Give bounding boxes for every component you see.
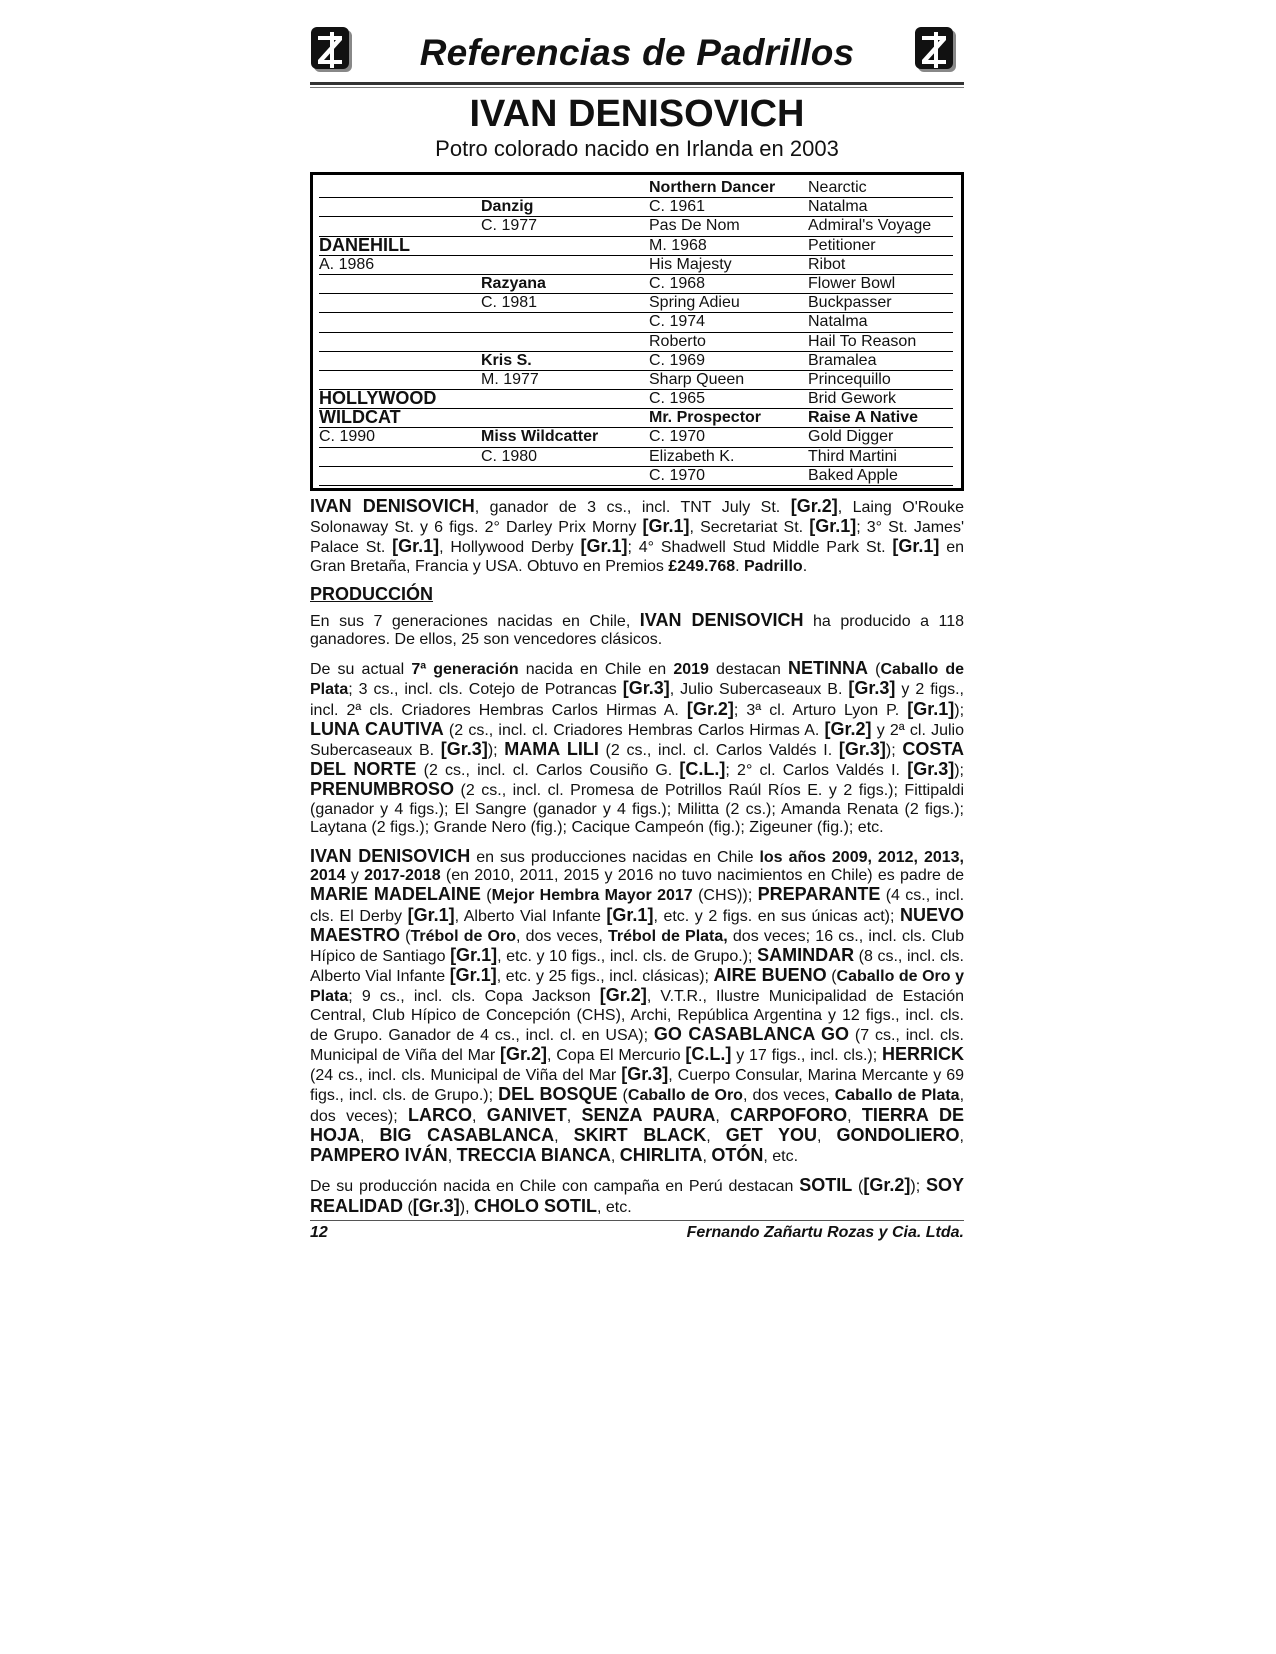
- section-title: PRODUCCIÓN: [310, 583, 434, 604]
- pedigree-cell: [481, 237, 649, 256]
- text-run: , etc. y 2 figs. en sus únicas act);: [653, 907, 900, 925]
- bold-text: Caballo de Plata: [834, 1087, 960, 1105]
- pedigree-cell: M. 1968: [649, 237, 808, 256]
- horse-name-mention: IVAN DENISOVICH: [310, 496, 475, 516]
- grade-label: [Gr.3]: [622, 678, 670, 699]
- grade-label: [Gr.3]: [440, 739, 488, 760]
- pedigree-cell: Elizabeth K.: [649, 448, 808, 467]
- grade-label: [Gr.1]: [809, 516, 857, 537]
- text-run: , etc. y 10 figs., incl. cls. de Grupo.);: [497, 948, 758, 966]
- horse-name-mention: GANIVET: [486, 1104, 567, 1125]
- text-run: , Secretariat St.: [689, 519, 810, 537]
- pedigree-table: [310, 172, 964, 491]
- bold-text: Caballo de Plata: [310, 661, 965, 699]
- text-run: );: [954, 762, 964, 780]
- grade-label: [Gr.1]: [606, 904, 654, 925]
- pedigree-cell: [481, 409, 649, 428]
- pedigree-cell: Mr. Prospector: [649, 409, 808, 428]
- text-run: );: [487, 742, 505, 760]
- pedigree-row: [319, 352, 953, 371]
- pedigree-cell: C. 1965: [649, 390, 808, 409]
- pedigree-row: [319, 256, 953, 275]
- pedigree-cell: Admiral's Voyage: [808, 217, 953, 236]
- text-run: (: [403, 1198, 413, 1216]
- text-run: en sus producciones nacidas en Chile: [470, 849, 760, 867]
- text-run: , Julio Subercaseaux B.: [669, 681, 849, 699]
- text-run: (2 cs., incl. cl. Promesa de Potrillos Raúl Ríos E. y 2 figs.); Fittipaldi (ganador y 4 figs.); El Sangre (ganador y 4 figs.); Militta (2 cs.); Amanda Renata (2 figs.); Laytana (2 figs.); Grande Nero (fig.); Cacique Campeón (fig.); Zigeuner (fig.); etc.: [310, 782, 964, 836]
- pedigree-cell: [481, 333, 649, 352]
- horse-name-mention: LUNA CAUTIVA: [310, 718, 444, 739]
- grade-label: [Gr.1]: [449, 965, 497, 986]
- pedigree-cell: C. 1974: [649, 313, 808, 332]
- pedigree-cell: [481, 390, 649, 409]
- horse-name-mention: CARPOFORO: [730, 1104, 848, 1125]
- horse-name-mention: CHIRLITA: [619, 1145, 703, 1166]
- pedigree-row: [319, 198, 953, 217]
- pedigree-row: [319, 409, 953, 428]
- pedigree-cell: [319, 333, 481, 352]
- pedigree-cell: [319, 294, 481, 313]
- text-run: , Cuerpo Consular, Marina Mercante y 69 figs., incl. cls. de Grupo.);: [310, 1067, 964, 1105]
- pedigree-row: [319, 390, 953, 409]
- pedigree-cell: Brid Gework: [808, 390, 953, 409]
- header-rule: [310, 82, 964, 85]
- grade-label: [Gr.2]: [686, 698, 734, 719]
- text-run: ,: [610, 1148, 620, 1166]
- text-run: dos veces; 16 cs., incl. cls. Club Hípico de Santiago: [310, 927, 965, 966]
- pedigree-cell: Third Martini: [808, 448, 953, 467]
- pedigree-cell: Danzig: [481, 198, 649, 217]
- pedigree-cell: C. 1970: [649, 428, 808, 447]
- text-run: ; 4° Shadwell Stud Middle Park St.: [627, 539, 893, 557]
- race-record-paragraph: [310, 497, 964, 576]
- horse-name-mention: SOTIL: [799, 1175, 853, 1196]
- grade-label: [Gr.2]: [790, 496, 838, 516]
- text-run: , Alberto Vial Infante: [454, 907, 607, 925]
- pedigree-cell: Princequillo: [808, 371, 953, 390]
- text-run: , dos veces);: [310, 1087, 965, 1125]
- pedigree-cell: Roberto: [649, 333, 808, 352]
- production-paragraph: [310, 659, 964, 837]
- grade-label: [Gr.1]: [892, 536, 940, 557]
- horse-name-mention: HERRICK: [882, 1044, 965, 1065]
- text-run: , dos veces,: [516, 927, 609, 945]
- pedigree-row: [319, 428, 953, 447]
- grade-label: [Gr.3]: [412, 1195, 460, 1216]
- pedigree-cell: [319, 352, 481, 371]
- text-run: (: [400, 927, 411, 945]
- text-run: ; 2° cl. Carlos Valdés I.: [725, 762, 908, 780]
- pedigree-cell: WILDCAT: [319, 409, 481, 428]
- pedigree-cell: [319, 275, 481, 294]
- pedigree-cell: [319, 198, 481, 217]
- pedigree-cell: Baked Apple: [808, 467, 953, 486]
- grade-label: [Gr.3]: [848, 678, 896, 699]
- production-paragraph: [310, 847, 964, 1166]
- bold-text: 2019: [673, 661, 709, 679]
- text-run: .: [735, 557, 744, 575]
- text-run: (2 cs., incl. cl. Carlos Valdés I.: [598, 742, 839, 760]
- horse-name-mention: GO CASABLANCA GO: [653, 1023, 850, 1044]
- pedigree-row: [319, 371, 953, 390]
- pedigree-cell: C. 1981: [481, 294, 649, 313]
- text-run: ,: [702, 1148, 712, 1166]
- pedigree-cell: M. 1977: [481, 371, 649, 390]
- pedigree-cell: Nearctic: [808, 179, 953, 198]
- horse-name-mention: TIERRA DE HOJA: [310, 1104, 965, 1145]
- text-run: En sus 7 generaciones nacidas en Chile,: [310, 612, 640, 630]
- publisher-name: Fernando Zañartu Rozas y Cia. Ltda.: [686, 1223, 964, 1241]
- pedigree-cell: Hail To Reason: [808, 333, 953, 352]
- horse-subtitle: Potro colorado nacido en Irlanda en 2003: [435, 136, 839, 161]
- horse-name: IVAN DENISOVICH: [469, 93, 805, 135]
- grade-label: [Gr.3]: [621, 1064, 669, 1085]
- horse-name-mention: DEL BOSQUE: [498, 1084, 618, 1105]
- bold-text: 7ª generación: [411, 661, 519, 679]
- horse-name-mention: TRECCIA BIANCA: [456, 1145, 611, 1166]
- grade-label: [C.L.]: [685, 1044, 732, 1065]
- text-run: (2 cs., incl. cl. Criadores Hembras Carlos Hirmas A.: [443, 721, 825, 739]
- horse-name-mention: SOY REALIDAD: [310, 1175, 965, 1216]
- document-page: [310, 22, 964, 1242]
- bold-text: Padrillo: [744, 557, 803, 575]
- text-run: De su actual: [310, 661, 412, 679]
- grade-label: [Gr.1]: [907, 698, 955, 719]
- text-run: );: [954, 701, 965, 719]
- text-run: y: [345, 867, 365, 885]
- pedigree-row: [319, 237, 953, 256]
- bold-text: Caballo de Oro y Plata: [310, 968, 965, 1006]
- pedigree-cell: [319, 448, 481, 467]
- pedigree-cell: Miss Wildcatter: [481, 428, 649, 447]
- text-run: ,: [715, 1107, 731, 1125]
- text-run: .: [802, 557, 808, 575]
- pedigree-row: [319, 467, 953, 486]
- horse-name-mention: PAMPERO IVÁN: [310, 1145, 448, 1166]
- production-section: [310, 611, 964, 1217]
- pedigree-cell: Gold Digger: [808, 428, 953, 447]
- text-run: ,: [706, 1127, 726, 1145]
- text-run: (7 cs., incl. cls. Municipal de Viña del Mar: [310, 1026, 965, 1065]
- pedigree-cell: [481, 256, 649, 275]
- pedigree-row: [319, 333, 953, 352]
- text-run: , Copa El Mercurio: [547, 1047, 686, 1065]
- pedigree-cell: Flower Bowl: [808, 275, 953, 294]
- zr-logo-icon: [914, 26, 958, 74]
- bold-text: Mejor Hembra Mayor 2017: [491, 887, 693, 905]
- horse-name-mention: BIG CASABLANCA: [379, 1124, 555, 1145]
- horse-name-mention: GET YOU: [725, 1124, 818, 1145]
- pedigree-cell: [319, 467, 481, 486]
- page-header: [310, 22, 964, 82]
- pedigree-cell: C. 1977: [481, 217, 649, 236]
- text-run: ,: [566, 1107, 582, 1125]
- pedigree-cell: Pas De Nom: [649, 217, 808, 236]
- horse-name-mention: CHOLO SOTIL: [474, 1195, 598, 1216]
- text-run: y 2ª cl. Julio Subercaseaux B.: [310, 721, 965, 760]
- page-footer: [310, 1224, 964, 1242]
- pedigree-cell: Buckpasser: [808, 294, 953, 313]
- text-run: y 17 figs., incl. cls.);: [731, 1047, 883, 1065]
- horse-name-mention: SENZA PAURA: [581, 1104, 716, 1125]
- pedigree-cell: A. 1986: [319, 256, 481, 275]
- text-run: ,: [554, 1127, 574, 1145]
- pedigree-cell: DANEHILL: [319, 237, 481, 256]
- text-run: (: [480, 887, 492, 905]
- text-run: ,: [471, 1107, 487, 1125]
- pedigree-cell: Raise A Native: [808, 409, 953, 428]
- pedigree-cell: His Majesty: [649, 256, 808, 275]
- text-run: ),: [459, 1198, 475, 1216]
- pedigree-cell: C. 1969: [649, 352, 808, 371]
- text-run: (8 cs., incl. cls. Alberto Vial Infante: [310, 948, 964, 986]
- header-rule-thin: [310, 87, 964, 88]
- text-run: , dos veces,: [742, 1087, 835, 1105]
- text-run: ,: [360, 1127, 380, 1145]
- text-run: ; 9 cs., incl. cls. Copa Jackson: [348, 988, 600, 1006]
- bold-text: Caballo de Oro: [627, 1087, 743, 1105]
- grade-label: [C.L.]: [679, 759, 726, 780]
- pedigree-cell: [319, 217, 481, 236]
- grade-label: [Gr.1]: [407, 904, 455, 925]
- text-run: (2 cs., incl. cl. Carlos Cousiño G.: [416, 762, 680, 780]
- grade-label: [Gr.2]: [824, 718, 872, 739]
- text-run: , Hollywood Derby: [439, 539, 581, 557]
- bold-text: 2017-2018: [364, 867, 441, 885]
- text-run: en Gran Bretaña, Francia y USA. Obtuvo en Premios: [310, 539, 964, 575]
- text-run: ,: [447, 1148, 457, 1166]
- bold-text: los años 2009, 2012, 2013, 2014: [310, 849, 964, 885]
- production-paragraph: [310, 611, 964, 649]
- pedigree-cell: [481, 467, 649, 486]
- horse-name-mention: COSTA DEL NORTE: [310, 739, 964, 780]
- pedigree-cell: Razyana: [481, 275, 649, 294]
- text-run: (: [826, 968, 837, 986]
- pedigree-cell: [481, 313, 649, 332]
- text-run: ,: [959, 1127, 964, 1145]
- pedigree-cell: Northern Dancer: [649, 179, 808, 198]
- grade-label: [Gr.2]: [500, 1044, 548, 1065]
- horse-name-mention: OTÓN: [711, 1145, 764, 1166]
- pedigree-cell: C. 1980: [481, 448, 649, 467]
- bold-text: £249.768: [668, 557, 736, 575]
- horse-name-mention: MARIE MADELAINE: [310, 884, 481, 905]
- text-run: ,: [847, 1107, 862, 1125]
- text-run: , Laing O'Rouke Solonaway St. y 6 figs. 2° Darley Prix Morny: [310, 499, 965, 537]
- text-run: , etc.: [597, 1198, 632, 1216]
- pedigree-cell: C. 1990: [319, 428, 481, 447]
- text-run: (4 cs., incl. cls. El Derby: [310, 887, 965, 925]
- pedigree-cell: Kris S.: [481, 352, 649, 371]
- grade-label: [Gr.3]: [907, 759, 955, 780]
- horse-name-mention: SKIRT BLACK: [573, 1124, 707, 1145]
- horse-name-mention: NUEVO MAESTRO: [310, 904, 965, 945]
- pedigree-cell: [319, 179, 481, 198]
- text-run: nacida en Chile en: [518, 661, 674, 679]
- text-run: );: [910, 1178, 926, 1196]
- grade-label: [Gr.1]: [642, 516, 690, 537]
- text-run: (en 2010, 2011, 2015 y 2016 no tuvo nacimientos en Chile) es padre de: [440, 867, 964, 885]
- pedigree-cell: Petitioner: [808, 237, 953, 256]
- horse-name-mention: LARCO: [407, 1104, 472, 1125]
- pedigree-cell: Spring Adieu: [649, 294, 808, 313]
- grade-label: [Gr.1]: [450, 945, 498, 966]
- text-run: , etc.: [763, 1148, 799, 1166]
- text-run: destacan: [708, 661, 789, 679]
- pedigree-cell: [319, 313, 481, 332]
- pedigree-cell: Sharp Queen: [649, 371, 808, 390]
- text-run: De su producción nacida en Chile con campaña en Perú destacan: [310, 1178, 800, 1196]
- text-run: ; 3ª cl. Arturo Lyon P.: [733, 701, 908, 719]
- text-run: ; 3 cs., incl. cls. Cotejo de Potrancas: [348, 681, 623, 699]
- pedigree-row: [319, 275, 953, 294]
- text-run: ha producido a 118 ganadores. De ellos, 25 son vencedores clásicos.: [310, 612, 965, 649]
- page-number: 12: [310, 1223, 328, 1241]
- horse-name-mention: MAMA LILI: [504, 739, 599, 760]
- pedigree-row: [319, 179, 953, 198]
- horse-name-mention: AIRE BUENO: [713, 965, 827, 986]
- text-run: , ganador de 3 cs., incl. TNT July St.: [474, 499, 791, 516]
- bold-text: Trébol de Plata,: [608, 927, 728, 945]
- text-run: ; 3° St. James' Palace St.: [310, 519, 964, 557]
- horse-name-mention: IVAN DENISOVICH: [639, 609, 804, 630]
- pedigree-cell: Natalma: [808, 313, 953, 332]
- text-run: , V.T.R., Ilustre Municipalidad de Estación Central, Club Hípico de Concepción (CHS), Archi, República Argentina y 12 figs., incl. cls. de Grupo. Ganador de 4 cs., incl. cl. en USA);: [310, 988, 965, 1044]
- header-title: Referencias de Padrillos: [419, 32, 855, 73]
- footer-rule: [310, 1220, 964, 1221]
- pedigree-cell: HOLLYWOOD: [319, 390, 481, 409]
- pedigree-cell: Ribot: [808, 256, 953, 275]
- pedigree-row: [319, 217, 953, 236]
- pedigree-cell: [481, 179, 649, 198]
- text-run: (: [852, 1178, 864, 1196]
- production-paragraph: [310, 1176, 964, 1216]
- text-run: (: [617, 1087, 628, 1105]
- horse-name-mention: PRENUMBROSO: [310, 779, 455, 800]
- grade-label: [Gr.2]: [599, 985, 647, 1006]
- text-run: (CHS));: [692, 887, 758, 905]
- text-run: ,: [817, 1127, 837, 1145]
- pedigree-cell: Bramalea: [808, 352, 953, 371]
- pedigree-row: [319, 294, 953, 313]
- pedigree-cell: C. 1961: [649, 198, 808, 217]
- grade-label: [Gr.1]: [392, 536, 440, 557]
- pedigree-row: [319, 448, 953, 467]
- horse-name-mention: SAMINDAR: [757, 945, 855, 966]
- text-run: y 2 figs., incl. 2ª cls. Criadores Hembras Carlos Hirmas A.: [310, 681, 964, 719]
- text-run: (: [868, 661, 881, 679]
- pedigree-cell: C. 1970: [649, 467, 808, 486]
- bold-text: Trébol de Oro: [410, 927, 516, 945]
- text-run: );: [885, 742, 903, 760]
- grade-label: [Gr.1]: [580, 536, 628, 557]
- horse-name-mention: NETINNA: [788, 658, 869, 679]
- pedigree-cell: [319, 371, 481, 390]
- grade-label: [Gr.3]: [838, 739, 886, 760]
- horse-name-mention: IVAN DENISOVICH: [310, 846, 471, 867]
- horse-name-mention: PREPARANTE: [757, 884, 881, 905]
- pedigree-row: [319, 313, 953, 332]
- text-run: (24 cs., incl. cls. Municipal de Viña del Mar: [310, 1067, 622, 1085]
- text-run: , etc. y 25 figs., incl. clásicas);: [496, 968, 714, 986]
- pedigree-cell: C. 1968: [649, 275, 808, 294]
- grade-label: [Gr.2]: [863, 1175, 911, 1196]
- horse-name-mention: GONDOLIERO: [836, 1124, 960, 1145]
- pedigree-cell: Natalma: [808, 198, 953, 217]
